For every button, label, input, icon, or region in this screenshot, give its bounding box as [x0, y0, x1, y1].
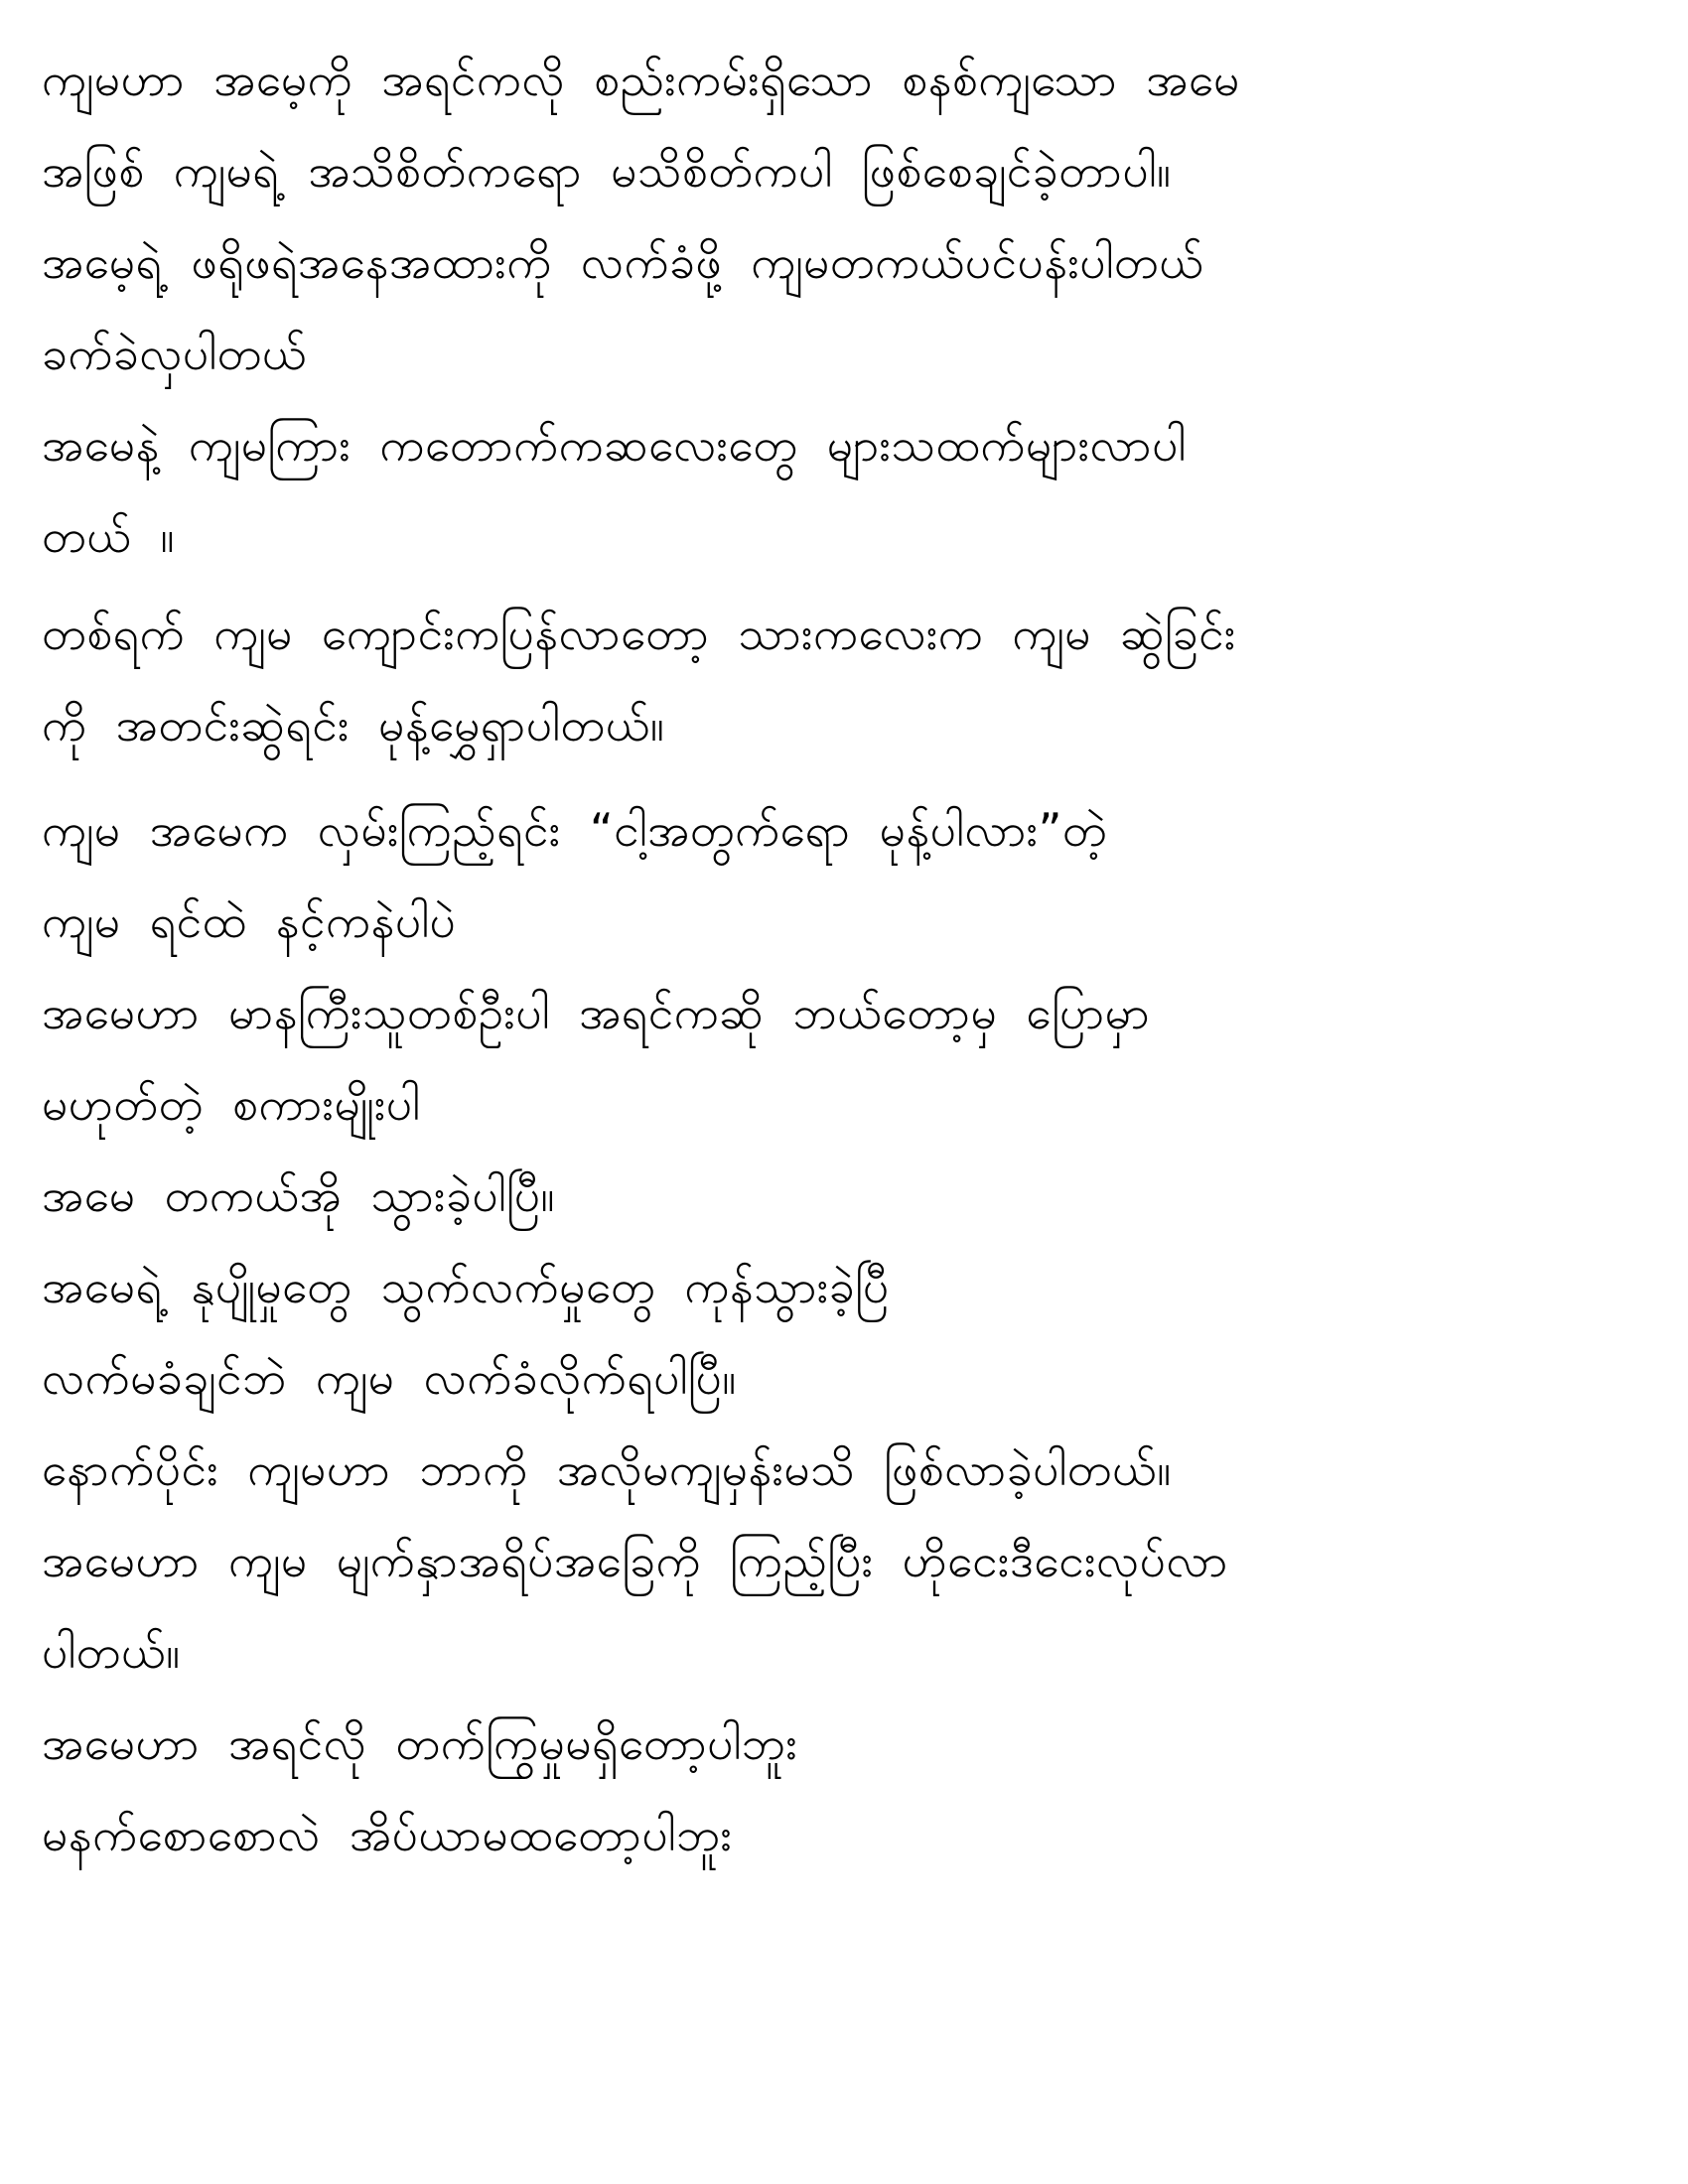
- text-line-20: မနက်စောစောလဲ အိပ်ယာမထတော့ပါဘူး: [42, 1808, 733, 1861]
- text-line-8: ကို အတင်းဆွဲရင်း မုန့်မွှေရှာပါတယ်။: [42, 698, 665, 751]
- text-line-7: တစ်ရက် ကျမ ကျောင်းကပြန်လာတော့ သားကလေးက ကျမ ဆွဲခြင်း: [42, 607, 1236, 660]
- text-line-3: အမေ့ရဲ့ ဖရိုဖရဲအနေအထားကို လက်ခံဖို့ ကျမတကယ်ပင်ပန်းပါတယ်: [42, 235, 1204, 289]
- text-line-12: မဟုတ်တဲ့ စကားမျိုးပါ: [42, 1077, 421, 1131]
- text-line-11: အမေဟာ မာနကြီးသူတစ်ဦးပါ အရင်ကဆို ဘယ်တော့မှ ပြောမှာ: [42, 986, 1151, 1039]
- text-line-6: တယ် ။: [42, 509, 175, 563]
- text-line-2: အဖြစ် ကျမရဲ့ အသိစိတ်ကရော မသိစိတ်ကပါ ဖြစ်စေချင်ခဲ့တာပါ။: [42, 144, 1172, 198]
- text-line-18: ပါတယ်။: [42, 1625, 181, 1679]
- text-line-15: လက်မခံချင်ဘဲ ကျမ လက်ခံလိုက်ရပါပြီ။: [42, 1351, 737, 1405]
- text-line-1: ကျမဟာ အမေ့ကို အရင်ကလို စည်းကမ်းရှိသော စနစ်ကျသော အမေ: [42, 53, 1240, 106]
- text-line-14: အမေရဲ့ နုပျိုမှုတွေ သွက်လက်မှုတွေ ကုန်သွားခဲ့ပြီ: [42, 1260, 890, 1313]
- text-line-4: ခက်ခဲလှပါတယ်: [42, 327, 308, 380]
- text-line-9: ကျမ အမေက လှမ်းကြည့်ရင်း “ငါ့အတွက်ရော မုန့်ပါလား”တဲ့: [42, 803, 1108, 857]
- text-line-5: အမေနဲ့ ကျမကြား ကတောက်ကဆလေးတွေ များသထက်များလာပါ: [42, 418, 1187, 472]
- text-line-10: ကျမ ရင်ထဲ နင့်ကနဲပါပဲ: [42, 894, 457, 948]
- text-line-17: အမေဟာ ကျမ မျက်နှာအရိပ်အခြေကို ကြည့်ပြီး ဟိုငေးဒီငေးလုပ်လာ: [42, 1534, 1228, 1587]
- text-line-16: နောက်ပိုင်း ကျမဟာ ဘာကို အလိုမကျမှန်းမသိ ဖြစ်လာခဲ့ပါတယ်။: [42, 1442, 1172, 1496]
- text-line-19: အမေဟာ အရင်လို တက်ကြွမှုမရှိတော့ပါဘူး: [42, 1716, 798, 1770]
- text-line-13: အမေ တကယ်အို သွားခဲ့ပါပြီ။: [42, 1168, 555, 1222]
